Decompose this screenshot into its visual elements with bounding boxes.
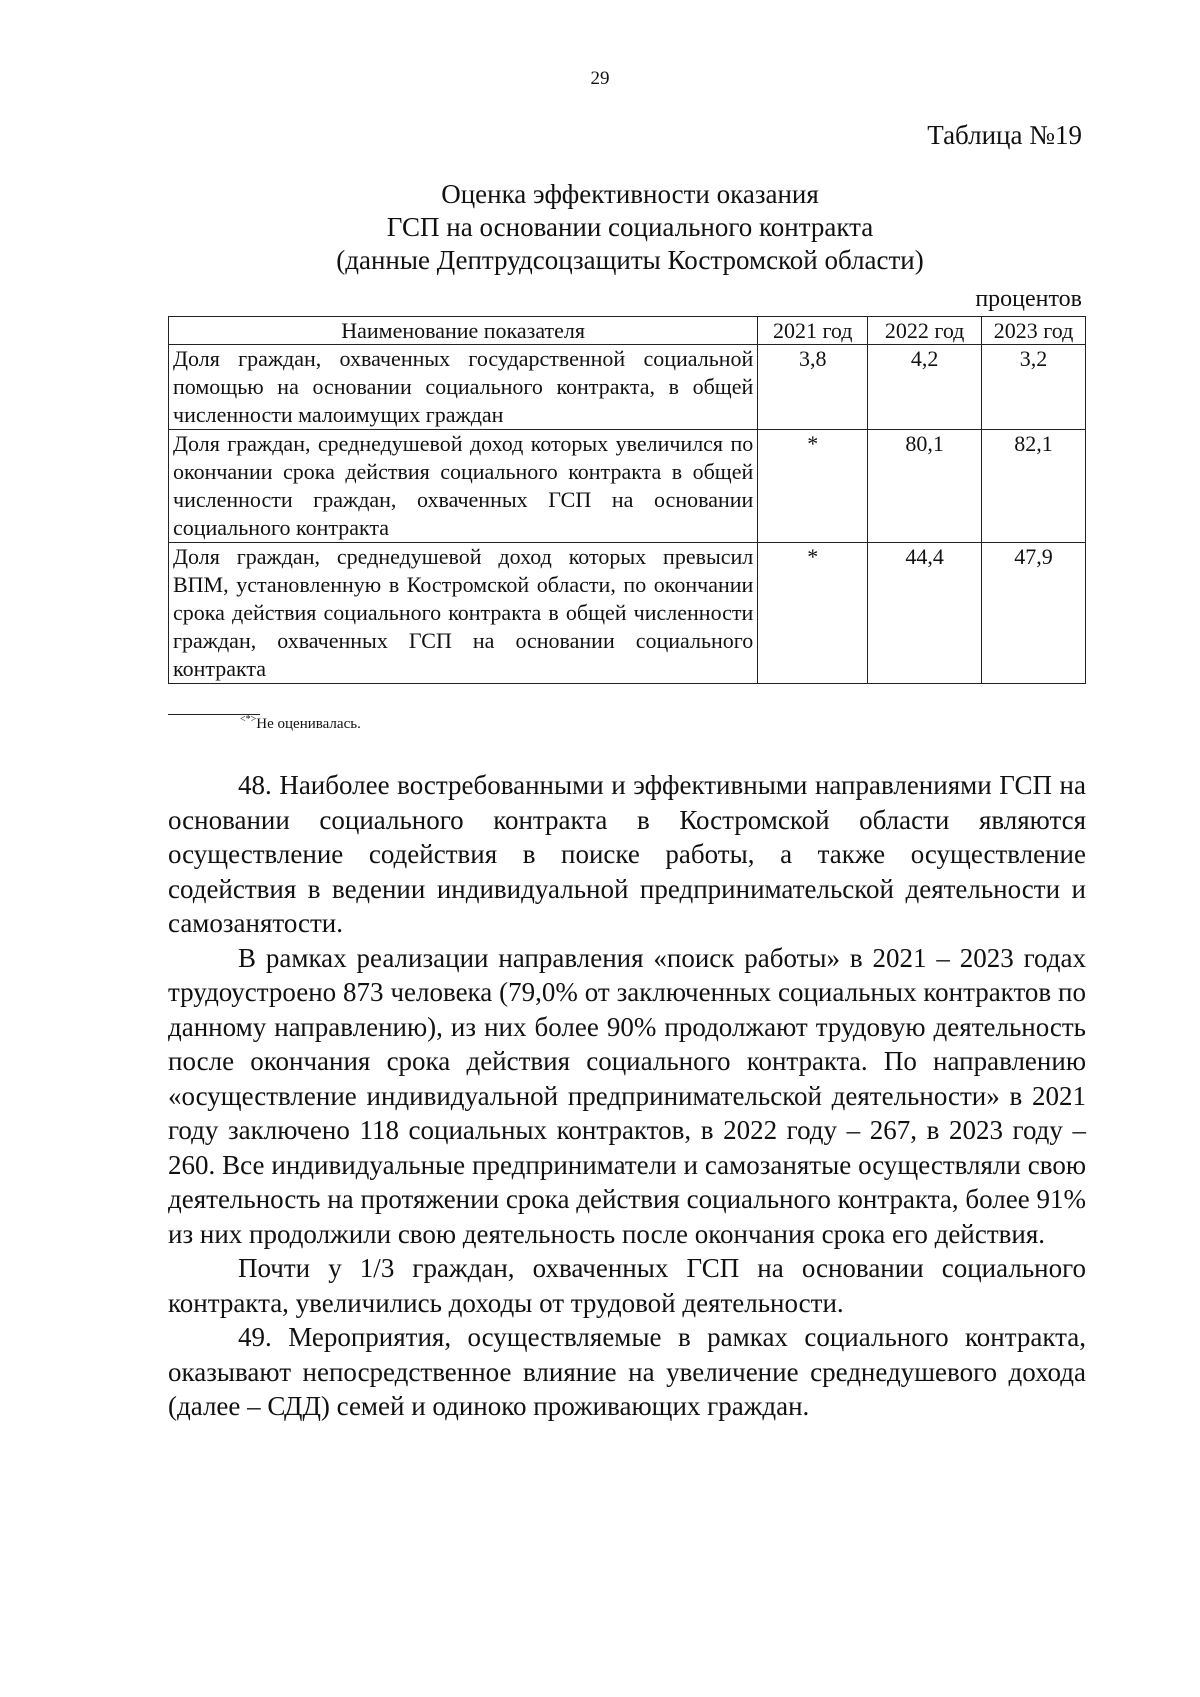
indicator-table [168, 316, 1086, 684]
table-title-line-3: (данные Дептрудсоцзащиты Костромской области) [336, 245, 924, 275]
paragraph-income-increase: Почти у 1/3 граждан, охваченных ГСП на основании социального контракта, увеличились доходы от трудовой деятельности. [168, 1253, 1086, 1318]
header-indicator-name: Наименование показателя [169, 317, 758, 345]
footnote-text: Не оценивалась. [256, 716, 361, 732]
table-row [169, 543, 1086, 684]
indicator-name: Доля граждан, среднедушевой доход которых превысил ВПМ, установленную в Костромской области, по окончании срока действия социального контракта в общей численности граждан, охваченных ГСП на основании социального контракта [169, 543, 758, 684]
units-label: процентов [975, 286, 1082, 312]
header-2022: 2022 год [868, 317, 982, 345]
indicator-name: Доля граждан, среднедушевой доход которых увеличился по окончании срока действия социального контракта в общей численности граждан, охваченных ГСП на основании социального контракта [169, 430, 758, 543]
header-2021: 2021 год [758, 317, 868, 345]
value-2021: 3,8 [758, 345, 868, 430]
value-2022: 80,1 [868, 430, 982, 543]
value-2022: 4,2 [868, 345, 982, 430]
table-title [200, 178, 1060, 277]
footnote-mark: <*> [240, 714, 257, 725]
page-number: 29 [590, 68, 610, 89]
value-2023: 47,9 [982, 543, 1086, 684]
table-row [169, 430, 1086, 543]
table-label: Таблица №19 [927, 120, 1082, 150]
indicator-name: Доля граждан, охваченных государственной социальной помощью на основании социального контракта, в общей численности малоимущих граждан [169, 345, 758, 430]
value-2021: * [758, 543, 868, 684]
footnote [240, 714, 361, 733]
paragraph-49: 49. Мероприятия, осуществляемые в рамках социального контракта, оказывают непосредственное влияние на увеличение среднедушевого дохода (далее – СДД) семей и одиноко проживающих граждан. [168, 1322, 1086, 1421]
table-title-line-2: ГСП на основании социального контракта [386, 212, 874, 242]
value-2021: * [758, 430, 868, 543]
value-2023: 82,1 [982, 430, 1086, 543]
paragraph-job-search: В рамках реализации направления «поиск работы» в 2021 – 2023 годах трудоустроено 873 человека (79,0% от заключенных социальных контрактов по данному направлению), из них более 90% продолжают трудовую деятельность после окончания срока действия социального контракта. По направлению «осуществление индивидуальной предпринимательской деятельности» в 2021 году заключено 118 социальных контрактов, в 2022 году – 267, в 2023 году – 260. Все индивидуальные предприниматели и самозанятые осуществляли свою деятельность на протяжении срока действия социального контракта, более 91% из них продолжили свою деятельность после окончания срока его действия. [168, 942, 1086, 1249]
table-title-line-1: Оценка эффективности оказания [441, 179, 819, 209]
value-2023: 3,2 [982, 345, 1086, 430]
paragraph-48: 48. Наиболее востребованными и эффективными направлениями ГСП на основании социального контракта в Костромской области являются осуществление содействия в поиске работы, а также осуществление содействия в ведении индивидуальной предпринимательской деятельности и самозанятости. [168, 770, 1086, 938]
table-header-row [169, 317, 1086, 345]
value-2022: 44,4 [868, 543, 982, 684]
body-text [168, 768, 1086, 1424]
header-2023: 2023 год [982, 317, 1086, 345]
table-row [169, 345, 1086, 430]
